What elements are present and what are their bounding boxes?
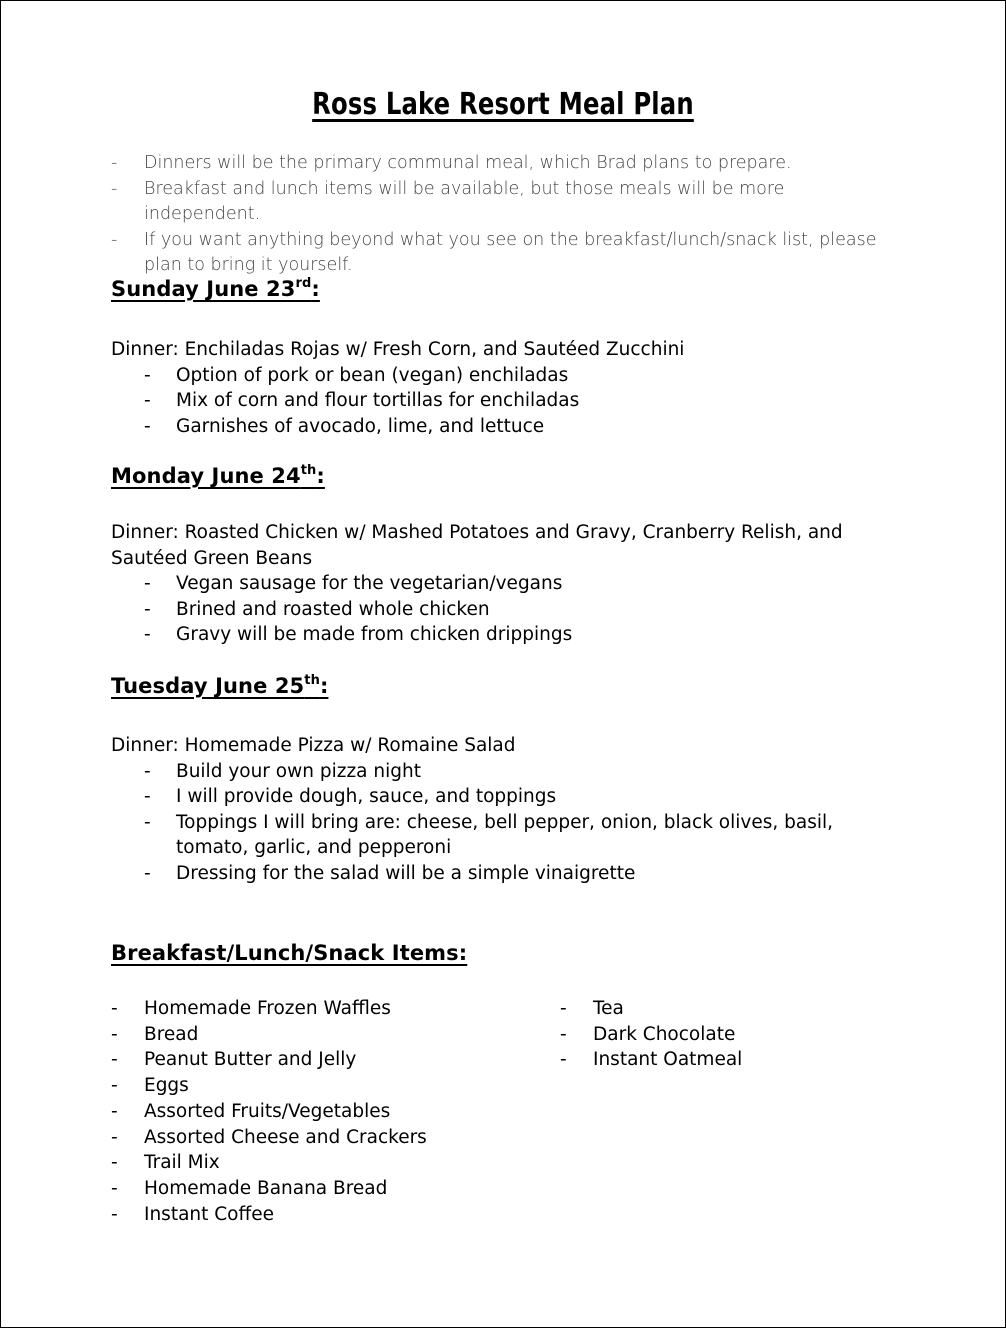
list-item bbox=[111, 228, 901, 279]
intro-list bbox=[111, 151, 901, 279]
intro-text: Dinners will be the primary communal meal, which Brad plans to prepare. bbox=[144, 153, 792, 173]
bullet-dash: - bbox=[111, 178, 118, 199]
list-item: - Toppings I will bring are: cheese, bell pepper, onion, black olives, basil, tomato, garlic, and pepperoni bbox=[144, 811, 833, 858]
list-item: - Instant Coffee bbox=[111, 1203, 275, 1225]
dinner-line: Dinner: Homemade Pizza w/ Romaine Salad bbox=[111, 735, 516, 756]
list-item: - Assorted Fruits/Vegetables bbox=[111, 1100, 391, 1122]
snack-list-left bbox=[111, 996, 427, 1227]
list-item bbox=[111, 177, 901, 228]
bullet-dash: - bbox=[111, 229, 118, 250]
snack-list-right bbox=[560, 996, 742, 1073]
list-item: - Mix of corn and flour tortillas for enchiladas bbox=[144, 390, 580, 411]
intro-text: Breakfast and lunch items will be available, but those meals will be more independent. bbox=[144, 178, 785, 224]
list-item: - I will provide dough, sauce, and toppings bbox=[144, 786, 557, 807]
dinner-block-tuesday bbox=[111, 733, 911, 886]
list-item: - Trail Mix bbox=[111, 1152, 220, 1174]
list-item: - Bread bbox=[111, 1023, 199, 1045]
day-heading-monday: Monday June 24th: bbox=[111, 463, 325, 488]
list-item: - Homemade Banana Bread bbox=[111, 1177, 388, 1199]
list-item: - Gravy will be made from chicken drippings bbox=[144, 624, 573, 645]
dinner-block-monday bbox=[111, 520, 911, 648]
list-item: - Instant Oatmeal bbox=[560, 1049, 743, 1071]
dinner-details bbox=[144, 571, 911, 648]
list-item: - Build your own pizza night bbox=[144, 760, 421, 782]
list-item: - Assorted Cheese and Crackers bbox=[111, 1126, 427, 1148]
day-heading-tuesday: Tuesday June 25th: bbox=[111, 673, 329, 698]
day-heading-sunday: Sunday June 23rd: bbox=[111, 276, 320, 301]
dinner-line: Dinner: Enchiladas Rojas w/ Fresh Corn, and Sautéed Zucchini bbox=[111, 339, 685, 360]
list-item bbox=[111, 151, 901, 177]
page-title: Ross Lake Resort Meal Plan bbox=[312, 87, 694, 122]
list-item: - Tea bbox=[560, 998, 624, 1019]
intro-text: If you want anything beyond what you see on the breakfast/lunch/snack list, please plan to bring it yourself. bbox=[144, 229, 877, 275]
dinner-line: Dinner: Roasted Chicken w/ Mashed Potatoes and Gravy, Cranberry Relish, and Sautéed Green Beans bbox=[111, 522, 843, 569]
list-item: - Brined and roasted whole chicken bbox=[144, 598, 490, 620]
list-item: - Peanut Butter and Jelly bbox=[111, 1049, 357, 1071]
list-item: - Dressing for the salad will be a simple vinaigrette bbox=[144, 862, 636, 884]
list-item: - Homemade Frozen Waffles bbox=[111, 998, 391, 1019]
list-item: - Vegan sausage for the vegetarian/vegans bbox=[144, 573, 563, 594]
list-item: - Garnishes of avocado, lime, and lettuce bbox=[144, 415, 545, 437]
list-item: - Eggs bbox=[111, 1075, 189, 1097]
bullet-dash: - bbox=[111, 153, 118, 173]
snack-heading: Breakfast/Lunch/Snack Items: bbox=[111, 941, 468, 965]
dinner-details bbox=[144, 759, 911, 887]
dinner-block-sunday bbox=[111, 337, 911, 439]
list-item: - Option of pork or bean (vegan) enchiladas bbox=[144, 364, 569, 386]
list-item: - Dark Chocolate bbox=[560, 1023, 736, 1045]
dinner-details bbox=[144, 363, 911, 440]
